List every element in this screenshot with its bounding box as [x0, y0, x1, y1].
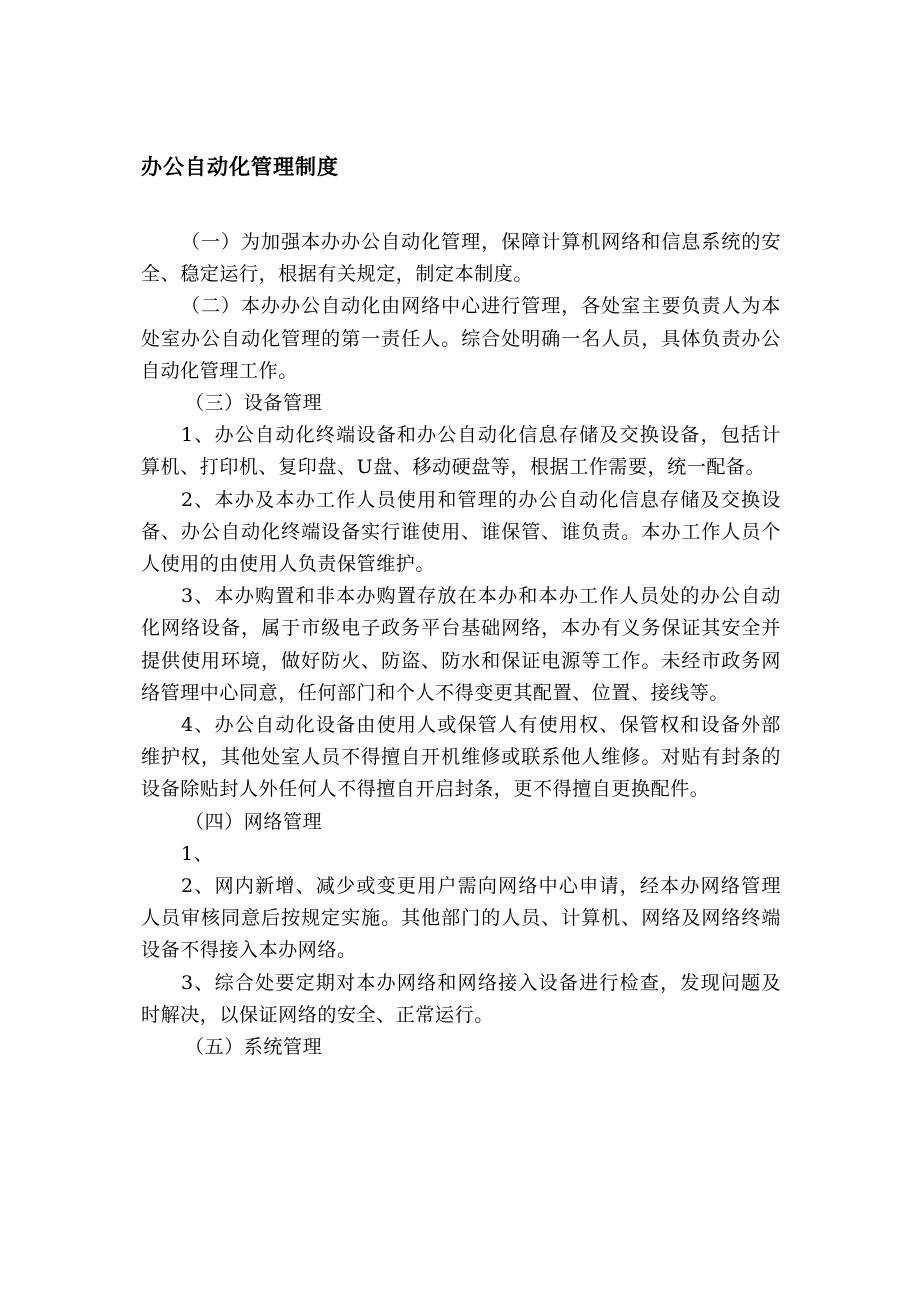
paragraph-equipment-1: 1、办公自动化终端设备和办公自动化信息存储及交换设备，包括计算机、打印机、复印盘、U盘、移动硬盘等，根据工作需要，统一配备。: [141, 424, 781, 479]
paragraph-network-2: 2、网内新增、减少或变更用户需向网络中心申请，经本办网络管理人员审核同意后按规定实施。其他部门的人员、计算机、网络及网络终端设备不得接入本办网络。: [141, 875, 781, 962]
section-heading-system: （五）系统管理: [185, 1036, 323, 1059]
section-heading-network: （四）网络管理: [185, 810, 323, 833]
paragraph-equipment-2: 2、本办及本办工作人员使用和管理的办公自动化信息存储及交换设备、办公自动化终端设备实行谁使用、谁保管、谁负责。本办工作人员个人使用的由使用人负责保管维护。: [141, 488, 781, 576]
document-body: [141, 226, 781, 1063]
paragraph-network-1: 1、: [181, 842, 214, 865]
document-title: 办公自动化管理制度: [141, 154, 339, 179]
paragraph-equipment-3: 3、本办购置和非本办购置存放在本办和本办工作人员处的办公自动化网络设备，属于市级电子政务平台基础网络，本办有义务保证其安全并提供使用环境，做好防火、防盗、防水和保证电源等工作。未经市政务网络管理中心同意，任何部门和个人不得变更其配置、位置、接线等。: [141, 585, 781, 704]
paragraph-1: （一）为加强本办办公自动化管理，保障计算机网络和信息系统的安全、稳定运行，根据有关规定，制定本制度。: [141, 231, 781, 286]
section-heading-equipment: （三）设备管理: [185, 392, 323, 415]
paragraph-network-3: 3、综合处要定期对本办网络和网络接入设备进行检查，发现问题及时解决，以保证网络的安全、正常运行。: [141, 971, 781, 1026]
paragraph-equipment-4: 4、办公自动化设备由使用人或保管人有使用权、保管权和设备外部维护权，其他处室人员不得擅自开机维修或联系他人维修。对贴有封条的设备除贴封人外任何人不得擅自开启封条，更不得擅自更换配件。: [141, 714, 781, 801]
paragraph-2: （二）本办办公自动化由网络中心进行管理，各处室主要负责人为本处室办公自动化管理的第一责任人。综合处明确一名人员，具体负责办公自动化管理工作。: [141, 295, 781, 382]
